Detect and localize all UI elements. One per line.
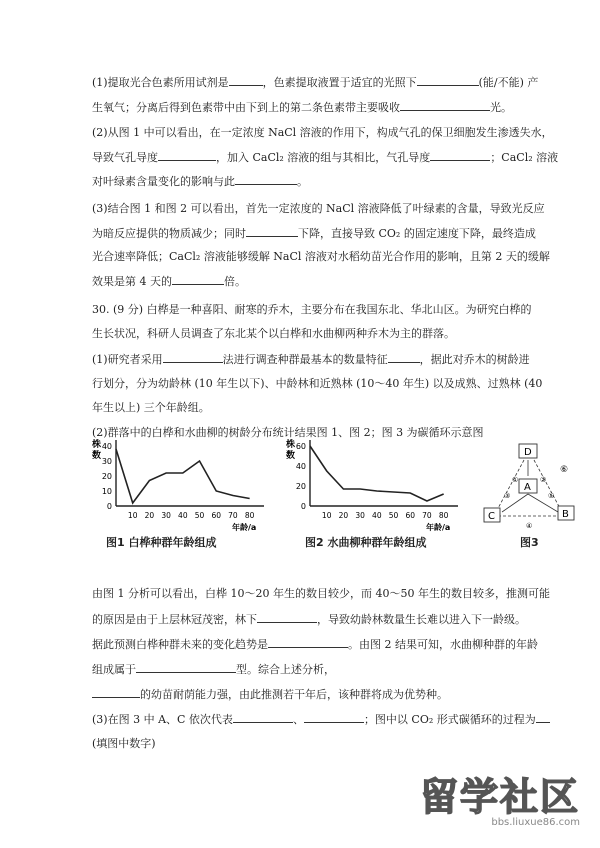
y-tick-label: 0 (106, 502, 112, 511)
q3-line2: 为暗反应提供的物质减少；同时 下降，直接导致 CO₂ 的固定速度下降，最终造成 (92, 227, 536, 240)
answer-blank[interactable] (536, 712, 550, 723)
answer-blank[interactable] (417, 75, 479, 86)
q30-s3-line1: (3)在图 3 中 A、C 依次代表 、 ；图中以 CO₂ 形式碳循环的过程为 (92, 712, 512, 727)
q30-s1-line2: 行划分，分为幼龄林 (10 年生以下)、中龄林和近熟林 (10～40 年生) 以及成熟、过熟林 (40 (92, 377, 543, 390)
answer-blank[interactable] (158, 150, 216, 161)
series-line (116, 449, 250, 503)
watermark-logo: 留学社区 (419, 775, 580, 819)
answer-blank[interactable] (235, 174, 297, 185)
fig2-caption: 图2 水曲柳种群年龄组成 (305, 536, 427, 549)
x-tick-label: 10 (127, 511, 138, 520)
x-tick-label: 50 (194, 511, 205, 520)
answer-blank[interactable] (246, 226, 298, 237)
series-line (310, 446, 444, 501)
x-tick-label: 60 (211, 511, 222, 520)
y-tick-label: 30 (101, 457, 112, 466)
q30-s1-line1: (1)研究者采用 法进行调查种群最基本的数量特征 ，据此对乔木的树龄进 (92, 353, 530, 366)
path-number: ① (512, 476, 519, 484)
answer-blank[interactable] (268, 637, 348, 648)
x-tick-label: 30 (355, 511, 365, 520)
x-tick-label: 50 (388, 511, 399, 520)
q2-line2: 导致气孔导度 ，加入 CaCl₂ 溶液的组与其相比，气孔导度 ；CaCl₂ 溶液 (92, 151, 559, 164)
q2-line3: 对叶绿素含量变化的影响与此 。 (92, 175, 308, 188)
x-tick-label: 20 (338, 511, 349, 520)
y-tick-label: 0 (300, 502, 306, 511)
node-d-label: D (524, 447, 532, 458)
answer-blank[interactable] (229, 75, 263, 86)
answer-blank[interactable] (163, 352, 223, 363)
q30-a-line2: 的原因是由于上层林冠茂密，林下 ，导致幼龄林数量生长难以进入下一龄级。 (92, 613, 526, 626)
fig1-chart (90, 436, 280, 532)
answer-blank[interactable] (388, 352, 420, 363)
x-tick-label: 40 (178, 511, 188, 520)
x-axis-label: 年龄/a (426, 523, 451, 532)
node-b-label: B (562, 509, 569, 520)
q30-s2-line1: (2)群落中的白桦和水曲柳的树龄分布统计结果图 1、图 2；图 3 为碳循环示意图 (92, 426, 484, 439)
fig3-diagram (482, 436, 582, 530)
node-a-label: A (524, 482, 531, 493)
q30-a-line3: 据此预测白桦种群未来的变化趋势是 。由图 2 结果可知，水曲柳种群的年龄 (92, 638, 538, 651)
path-number: ② (540, 476, 547, 484)
answer-blank[interactable] (172, 274, 224, 285)
x-axis-label: 年龄/a (232, 523, 257, 532)
q3-line4: 效果是第 4 天的 倍。 (92, 275, 246, 288)
path-number: ⑥ (560, 465, 569, 475)
q3-line1: (3)结合图 1 和图 2 可以看出，首先一定浓度的 NaCl 溶液降低了叶绿素的含量，导致光反应 (92, 202, 545, 215)
fig2-chart (284, 436, 474, 532)
q1-line1: (1)提取光合色素所用试剂是 ，色素提取液置于适宜的光照下 (能/不能) 产 (92, 76, 539, 89)
path-number: ⑤ (548, 492, 555, 500)
y-tick-label: 60 (295, 442, 306, 451)
fig3-caption: 图3 (520, 536, 539, 549)
answer-blank[interactable] (257, 612, 317, 623)
q30-line2: 生长状况，科研人员调查了东北某个以白桦和水曲柳两种乔木为主的群落。 (92, 327, 455, 340)
x-tick-label: 70 (422, 511, 432, 520)
q30-a-line1: 由图 1 分析可以看出，白桦 10～20 年生的数目较少，而 40～50 年生的数目较多，推测可能 (92, 587, 550, 600)
answer-blank[interactable] (400, 100, 490, 111)
x-tick-label: 40 (372, 511, 382, 520)
node-c-label: C (488, 511, 495, 522)
answer-blank[interactable] (304, 712, 364, 723)
x-tick-label: 70 (228, 511, 238, 520)
answer-blank[interactable] (136, 662, 236, 673)
answer-blank[interactable] (233, 712, 293, 723)
y-tick-label: 40 (101, 442, 112, 451)
answer-blank[interactable] (430, 150, 490, 161)
x-tick-label: 10 (321, 511, 332, 520)
y-tick-label: 10 (101, 487, 112, 496)
x-tick-label: 80 (438, 511, 449, 520)
x-tick-label: 20 (144, 511, 155, 520)
q30-line1: 30. (9 分) 白桦是一种喜阳、耐寒的乔木，主要分布在我国东北、华北山区。为研究白桦的 (92, 303, 532, 316)
y-tick-label: 20 (295, 482, 306, 491)
q30-s3-line2: (填图中数字) (92, 737, 156, 750)
q3-line3: 光合速率降低；CaCl₂ 溶液能够缓解 NaCl 溶液对水稻幼苗光合作用的影响，且第 2 天的缓解 (92, 250, 550, 263)
x-tick-label: 60 (405, 511, 416, 520)
watermark-url: bbs.liuxue86.com (491, 817, 580, 828)
path-number: ④ (526, 522, 533, 530)
x-tick-label: 80 (244, 511, 255, 520)
answer-blank[interactable] (92, 687, 140, 698)
path-number: ③ (504, 492, 511, 500)
q30-a-line5: 的幼苗耐荫能力强，由此推测若干年后，该种群将成为优势种。 (92, 687, 512, 702)
y-axis-label: 数 (92, 451, 102, 461)
x-tick-label: 30 (161, 511, 171, 520)
q1-line2: 生氧气；分离后得到色素带中由下到上的第二条色素带主要吸收 光。 (92, 101, 512, 114)
q2-line1: (2)从图 1 中可以看出，在一定浓度 NaCl 溶液的作用下，构成气孔的保卫细胞发生渗透失水， (92, 126, 553, 139)
y-axis-label: 株 (92, 440, 102, 450)
y-axis-label: 株 (286, 440, 296, 450)
fig1-caption: 图1 白桦种群年龄组成 (106, 536, 217, 549)
y-tick-label: 40 (295, 462, 306, 471)
q30-s1-line3: 年生以上) 三个年龄组。 (92, 401, 210, 414)
watermark (420, 777, 580, 828)
y-axis-label: 数 (286, 451, 296, 461)
q30-a-line4: 组成属于 型。综合上述分析， (92, 663, 335, 676)
y-tick-label: 20 (101, 472, 112, 481)
